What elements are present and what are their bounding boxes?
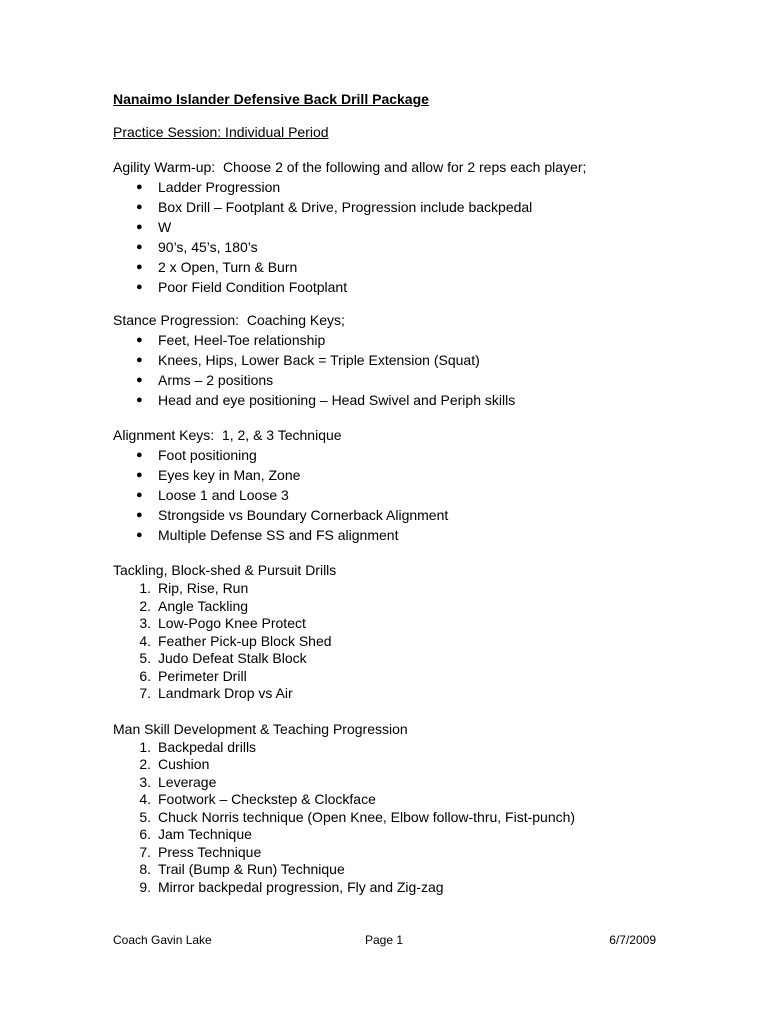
list-item-text: Rip, Rise, Run — [158, 580, 249, 596]
list-item-text: Chuck Norris technique (Open Knee, Elbow follow-thru, Fist-punch) — [158, 808, 576, 825]
list-item — [113, 390, 673, 410]
section-heading: Alignment Keys: 1, 2, & 3 Technique — [113, 427, 342, 443]
section-heading: Stance Progression: Coaching Keys; — [113, 312, 345, 328]
list-item — [113, 237, 673, 257]
list-item — [113, 774, 673, 792]
list-number: 6. — [139, 826, 151, 842]
section-heading: Tackling, Block-shed & Pursuit Drills — [113, 562, 337, 578]
list-item-text: Trail (Bump & Run) Technique — [158, 861, 345, 877]
list-item-text: Feather Pick-up Block Shed — [158, 632, 332, 649]
list-item — [113, 485, 673, 505]
list-item — [113, 505, 673, 525]
list-item — [113, 668, 673, 686]
list-item-text: Ladder Progression — [158, 179, 281, 195]
list-item — [113, 580, 673, 598]
list-item — [113, 650, 673, 668]
list-item-text: Loose 1 and Loose 3 — [158, 487, 289, 503]
section-heading: Agility Warm-up: Choose 2 of the following and allow for 2 reps each player; — [113, 159, 587, 175]
list-item-text: Foot positioning — [158, 447, 257, 463]
list-item-text: Perimeter Drill — [158, 667, 247, 684]
footer-author: Coach Gavin Lake — [113, 933, 212, 947]
list-item-text: Feet, Heel-Toe relationship — [158, 332, 326, 348]
bullet-icon: ● — [136, 181, 143, 193]
document-subtitle: Practice Session: Individual Period — [113, 124, 329, 140]
list-item-text: Press Technique — [158, 843, 262, 860]
list-number: 2. — [139, 756, 151, 772]
list-item-text: 90’s, 45’s, 180’s — [158, 239, 258, 255]
footer-date: 6/7/2009 — [609, 933, 656, 947]
bullet-icon: ● — [136, 374, 143, 386]
list-item — [113, 217, 673, 237]
list-item — [113, 844, 673, 862]
list-item-text: Backpedal drills — [158, 738, 257, 755]
bullet-icon: ● — [136, 449, 143, 461]
section-heading: Man Skill Development & Teaching Progression — [113, 720, 408, 737]
list-number: 5. — [139, 808, 151, 825]
footer-page-number: Page 1 — [365, 933, 404, 947]
list-item-text: Head and eye positioning – Head Swivel and Periph skills — [158, 392, 516, 408]
list-item-text: Landmark Drop vs Air — [158, 685, 293, 701]
list-item-text: Mirror backpedal progression, Fly and Zig-zag — [158, 878, 444, 895]
list-item — [113, 615, 673, 633]
list-item — [113, 465, 673, 485]
list-item — [113, 598, 673, 616]
section-man-skill — [113, 719, 673, 897]
bullet-icon: ● — [136, 394, 143, 406]
bullet-icon: ● — [136, 529, 143, 541]
list-item-text: Judo Defeat Stalk Block — [158, 650, 307, 666]
list-item-text: Strongside vs Boundary Cornerback Alignment — [158, 507, 449, 523]
list-item-text: Footwork – Checkstep & Clockface — [158, 791, 376, 807]
bullet-icon: ● — [136, 489, 143, 501]
list-item — [113, 791, 673, 809]
list-number: 1. — [139, 580, 151, 596]
list-number: 1. — [139, 738, 151, 755]
list-item — [113, 350, 673, 370]
list-item-text: Angle Tackling — [158, 597, 249, 614]
list-item — [113, 445, 673, 465]
list-item-text: Low-Pogo Knee Protect — [158, 615, 306, 631]
list-number: 7. — [139, 685, 151, 701]
list-item-text: Multiple Defense SS and FS alignment — [158, 527, 399, 543]
list-item — [113, 826, 673, 844]
list-item-text: Arms – 2 positions — [158, 372, 274, 388]
list-item — [113, 756, 673, 774]
numbered-list — [113, 580, 673, 703]
list-item-text: Cushion — [158, 756, 210, 772]
list-number: 4. — [139, 791, 151, 807]
bullet-icon: ● — [136, 509, 143, 521]
list-number: 5. — [139, 650, 151, 666]
bullet-icon: ● — [136, 241, 143, 253]
list-number: 9. — [139, 878, 151, 895]
bullet-icon: ● — [136, 281, 143, 293]
list-item-text: Eyes key in Man, Zone — [158, 467, 301, 483]
list-number: 4. — [139, 632, 151, 649]
section-alignment — [113, 425, 673, 545]
list-number: 8. — [139, 861, 151, 877]
bullet-list — [113, 177, 673, 297]
list-item — [113, 257, 673, 277]
list-number: 7. — [139, 843, 151, 860]
bullet-icon: ● — [136, 469, 143, 481]
bullet-icon: ● — [136, 354, 143, 366]
list-item — [113, 330, 673, 350]
list-item — [113, 177, 673, 197]
list-item — [113, 809, 673, 827]
list-item-text: Jam Technique — [158, 826, 252, 842]
list-item — [113, 739, 673, 757]
section-stance — [113, 310, 673, 410]
section-tackling — [113, 560, 673, 703]
bullet-icon: ● — [136, 261, 143, 273]
bullet-icon: ● — [136, 334, 143, 346]
list-item — [113, 633, 673, 651]
document-title: Nanaimo Islander Defensive Back Drill Package — [113, 91, 429, 107]
bullet-icon: ● — [136, 221, 143, 233]
list-item-text: Box Drill – Footplant & Drive, Progression include backpedal — [158, 199, 533, 215]
list-item-text: Poor Field Condition Footplant — [158, 279, 348, 295]
list-number: 3. — [139, 773, 151, 790]
list-item — [113, 277, 673, 297]
list-number: 3. — [139, 615, 151, 631]
list-item — [113, 879, 673, 897]
list-number: 2. — [139, 597, 151, 614]
numbered-list — [113, 739, 673, 897]
page-footer — [113, 933, 656, 951]
bullet-list — [113, 445, 673, 545]
list-item-text: 2 x Open, Turn & Burn — [158, 259, 298, 275]
list-item — [113, 861, 673, 879]
list-item-text: Leverage — [158, 773, 217, 790]
list-item — [113, 525, 673, 545]
list-item-text: W — [158, 219, 172, 235]
list-item — [113, 370, 673, 390]
list-item — [113, 197, 673, 217]
bullet-list — [113, 330, 673, 410]
bullet-icon: ● — [136, 201, 143, 213]
list-number: 6. — [139, 667, 151, 684]
list-item — [113, 685, 673, 703]
document-page — [113, 89, 673, 896]
list-item-text: Knees, Hips, Lower Back = Triple Extension (Squat) — [158, 352, 480, 368]
section-agility — [113, 157, 673, 297]
